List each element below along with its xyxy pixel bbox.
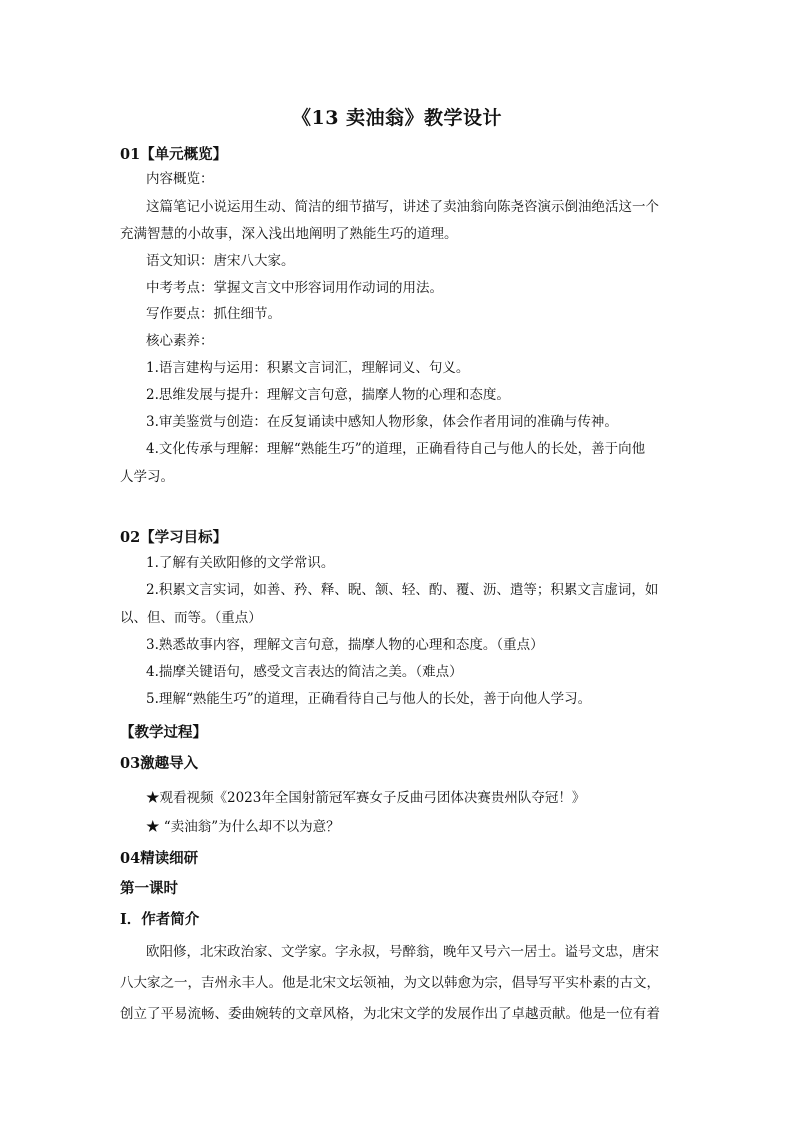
learning-goal-1: 1.了解有关欧阳修的文学常识。	[146, 555, 335, 571]
language-knowledge: 语文知识：唐宋八大家。	[146, 253, 295, 269]
content-overview-line-2: 充满智慧的小故事，深入浅出地阐明了熟能生巧的道理。	[120, 226, 458, 242]
core-literacy-item-3: 3.审美鉴赏与创造：在反复诵读中感知人物形象，体会作者用词的准确与传神。	[146, 414, 618, 430]
section-04-heading: 04精读细研	[120, 850, 199, 867]
content-overview-line-1: 这篇笔记小说运用生动、简洁的细节描写，讲述了卖油翁向陈尧咨演示倒油绝活这一个	[146, 199, 659, 215]
section-01-heading: 01【单元概览】	[120, 146, 228, 163]
learning-goal-2-line-1: 2.积累文言实词，如善、矜、释、睨、颔、轻、酌、覆、沥、遣等；积累文言虚词，如	[146, 582, 659, 598]
author-intro-line-1: 欧阳修，北宋政治家、文学家。字永叔，号醉翁，晚年又号六一居士。谥号文忠，唐宋	[146, 944, 659, 960]
core-literacy-item-2: 2.思维发展与提升：理解文言句意，揣摩人物的心理和态度。	[146, 387, 510, 403]
section-02-heading: 02【学习目标】	[120, 529, 228, 546]
teaching-process-heading: 【教学过程】	[120, 724, 207, 741]
core-literacy-item-1: 1.语言建构与运用：积累文言词汇，理解词义、句义。	[146, 360, 470, 376]
learning-goal-2-line-2: 以、但、而等。（重点）	[120, 610, 262, 626]
lesson-1-heading: 第一课时	[120, 880, 178, 897]
content-overview-label: 内容概览：	[146, 171, 214, 187]
learning-goal-3: 3.熟悉故事内容，理解文言句意，揣摩人物的心理和态度。（重点）	[146, 637, 544, 653]
document-title: 《13 卖油翁》教学设计	[291, 107, 503, 129]
writing-point: 写作要点：抓住细节。	[146, 306, 281, 322]
core-literacy-item-4-line-2: 人学习。	[120, 469, 174, 485]
intro-item-2: ★ “卖油翁”为什么却不以为意？	[146, 819, 340, 835]
exam-point: 中考考点：掌握文言文中形容词用作动词的用法。	[146, 280, 443, 296]
core-literacy-item-4-line-1: 4.文化传承与理解：理解“熟能生巧”的道理，正确看待自己与他人的长处，善于向他	[146, 441, 646, 457]
section-03-heading: 03激趣导入	[120, 755, 199, 772]
author-intro-line-3: 创立了平易流畅、委曲婉转的文章风格，为北宋文学的发展作出了卓越贡献。他是一位有着	[120, 1006, 660, 1022]
learning-goal-5: 5.理解“熟能生巧”的道理，正确看待自己与他人的长处，善于向他人学习。	[146, 691, 592, 707]
core-literacy-label: 核心素养：	[146, 333, 214, 349]
author-intro-heading: Ⅰ．作者简介	[120, 911, 200, 928]
learning-goal-4: 4.揣摩关键语句，感受文言表达的简洁之美。（难点）	[146, 664, 463, 680]
intro-item-1: ★观看视频《2023年全国射箭冠军赛女子反曲弓团体决赛贵州队夺冠！》	[146, 790, 586, 806]
author-intro-line-2: 八大家之一，吉州永丰人。他是北宋文坛领袖，为文以韩愈为宗，倡导写平实朴素的古文，	[120, 975, 660, 991]
